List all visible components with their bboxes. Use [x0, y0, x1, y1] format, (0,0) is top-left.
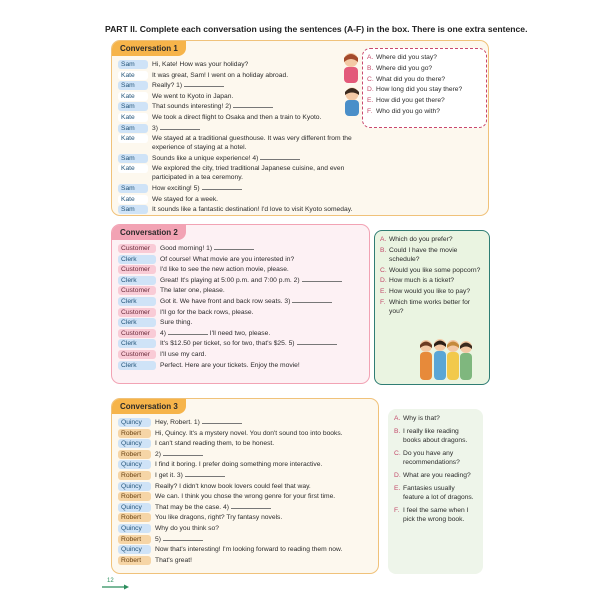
speaker-label: Kate [118, 113, 148, 122]
page-number: 12 [107, 578, 114, 584]
option-item [394, 427, 477, 445]
dialogue-text: Got it. We have front and back row seats. 3) [160, 297, 363, 306]
conversation-2-title: Conversation 2 [112, 225, 186, 240]
speaker-label: Robert [118, 492, 151, 501]
dialogue-text: Hi, Quincy. It's a mystery novel. You don't sound too into books. [155, 429, 343, 437]
arrow-icon [100, 584, 130, 590]
dialogue-line [118, 164, 368, 182]
speaker-label: Robert [118, 556, 151, 565]
conversation-3-title: Conversation 3 [112, 399, 186, 414]
dialogue-line [118, 318, 363, 327]
dialogue-line [118, 439, 372, 448]
dialogue-line [118, 92, 368, 101]
group-illustration [414, 336, 476, 382]
option-item [394, 449, 477, 467]
dialogue-line [118, 154, 368, 163]
speaker-label: Quincy [118, 482, 151, 491]
dialogue-text: That's great! [155, 556, 192, 564]
option-letter: B. [367, 64, 374, 72]
speaker-label: Clerk [118, 297, 156, 306]
speaker-label: Kate [118, 134, 148, 143]
dialogue-line [118, 513, 372, 522]
dialogue-text: Now that's interesting! I'm looking forward to reading them now. [155, 546, 343, 554]
option-text: How much is a ticket? [389, 277, 455, 285]
speaker-label: Customer [118, 350, 156, 359]
speaker-label: Sam [118, 124, 148, 133]
answer-blank[interactable] [163, 535, 203, 541]
dialogue-text: You like dragons, right? Try fantasy novels. [155, 514, 283, 522]
dialogue-text: I'll go for the back rows, please. [160, 308, 254, 316]
dialogue-line [118, 286, 363, 295]
conversation-1-title: Conversation 1 [112, 41, 186, 56]
speaker-label: Quincy [118, 524, 151, 533]
speaker-label: Customer [118, 265, 156, 274]
dialogue-line [118, 205, 368, 214]
dialogue-line [118, 418, 372, 427]
dialogue-text: We took a direct flight to Osaka and then a train to Kyoto. [152, 113, 322, 121]
speaker-label: Robert [118, 429, 151, 438]
option-letter: C. [380, 266, 387, 274]
speaker-label: Customer [118, 329, 156, 338]
option-item [394, 414, 477, 423]
option-text: I really like reading books about dragons. [403, 428, 468, 444]
speaker-label: Clerk [118, 339, 156, 348]
dialogue-text: Really? I didn't know book lovers could feel that way. [155, 482, 311, 490]
option-text: Would you like some popcorn? [389, 266, 481, 274]
dialogue-line [118, 429, 372, 438]
option-text: How long did you stay there? [376, 86, 463, 94]
dialogue-text: I'd like to see the new action movie, please. [160, 266, 289, 274]
dialogue-line [118, 492, 372, 501]
answer-blank[interactable] [260, 154, 300, 160]
answer-blank[interactable] [302, 276, 342, 282]
speaker-label: Kate [118, 164, 148, 173]
dialogue-text: It sounds like a fantastic destination! I'd love to visit Kyoto someday. [152, 206, 353, 214]
answer-blank[interactable] [185, 471, 225, 477]
speaker-label: Robert [118, 450, 151, 459]
answer-blank[interactable] [292, 297, 332, 303]
option-letter: F. [367, 107, 373, 115]
dialogue-line [118, 535, 372, 544]
speaker-label: Sam [118, 205, 148, 214]
speaker-label: Clerk [118, 361, 156, 370]
dialogue-text: Why do you think so? [155, 524, 219, 532]
dialogue-line [118, 71, 368, 80]
answer-blank[interactable] [231, 503, 271, 509]
option-letter: A. [367, 54, 374, 61]
speaker-label: Robert [118, 471, 151, 480]
answer-blank[interactable] [214, 244, 254, 250]
dialogue-line [118, 255, 363, 264]
answer-blank[interactable] [163, 450, 203, 456]
dialogue-line [118, 545, 372, 554]
dialogue-line [118, 195, 368, 204]
speaker-label: Customer [118, 308, 156, 317]
dialogue-text: That sounds interesting! 2) [152, 102, 368, 111]
option-item [394, 506, 477, 524]
dialogue-line [118, 184, 368, 193]
option-item [380, 235, 484, 244]
dialogue-line [118, 124, 368, 133]
speaker-label: Sam [118, 184, 148, 193]
option-letter: E. [394, 485, 401, 492]
dialogue-text: I'll use my card. [160, 350, 207, 358]
dialogue-text: That may be the case. 4) [155, 503, 372, 512]
dialogue-text: 2) [155, 450, 372, 459]
dialogue-line [118, 556, 372, 565]
option-item [367, 107, 482, 116]
option-letter: C. [394, 450, 401, 457]
option-text: Which do you prefer? [389, 236, 453, 243]
conversation-1-lines [118, 60, 368, 216]
dialogue-line [118, 339, 363, 348]
answer-blank[interactable] [297, 339, 337, 345]
dialogue-line [118, 471, 372, 480]
dialogue-text: How exciting! 5) [152, 184, 368, 193]
dialogue-line [118, 361, 363, 370]
speaker-label: Quincy [118, 503, 151, 512]
answer-blank[interactable] [233, 102, 273, 108]
dialogue-line [118, 102, 368, 111]
dialogue-text: Great! It's playing at 5:00 p.m. and 7:00 p.m. 2) [160, 276, 363, 285]
option-text: I feel the same when I pick the wrong book. [403, 507, 469, 523]
option-letter: B. [394, 428, 401, 435]
speaker-label: Sam [118, 81, 148, 90]
conversation-2-panel [111, 224, 370, 384]
dialogue-line [118, 524, 372, 533]
dialogue-text: It's $12.50 per ticket, so for two, that's $25. 5) [160, 339, 363, 348]
answer-blank[interactable] [202, 184, 242, 190]
option-item [367, 53, 482, 62]
option-text: Where did you go? [376, 64, 433, 72]
option-letter: C. [367, 75, 374, 83]
dialogue-line [118, 297, 363, 306]
option-letter: F. [380, 298, 386, 306]
dialogue-text: We can. I think you chose the wrong genre for your first time. [155, 493, 336, 501]
option-text: What are you reading? [403, 472, 471, 479]
option-text: Could I have the movie schedule? [389, 246, 458, 263]
speaker-label: Customer [118, 286, 156, 295]
speaker-label: Kate [118, 195, 148, 204]
dialogue-line [118, 60, 368, 69]
option-item [367, 96, 482, 105]
dialogue-text: I can't stand reading them, to be honest. [155, 440, 275, 448]
dialogue-text: I get it. 3) [155, 471, 372, 480]
conversation-3-lines [118, 418, 372, 566]
dialogue-line [118, 450, 372, 459]
option-letter: A. [380, 236, 387, 243]
speaker-label: Quincy [118, 418, 151, 427]
option-item [380, 287, 484, 296]
option-text: How would you like to pay? [389, 288, 471, 296]
dialogue-text: Of course! What movie are you interested in? [160, 255, 295, 263]
option-text: Why is that? [403, 415, 440, 422]
speaker-label: Clerk [118, 318, 156, 327]
dialogue-text: The later one, please. [160, 287, 225, 295]
speaker-label: Quincy [118, 439, 151, 448]
option-letter: D. [380, 277, 387, 285]
speaker-label: Kate [118, 71, 148, 80]
option-item [367, 75, 482, 84]
speaker-label: Sam [118, 60, 148, 69]
answer-blank[interactable] [160, 124, 200, 130]
conversation-3-panel [111, 398, 379, 574]
dialogue-line [118, 244, 363, 253]
dialogue-text: Perfect. Here are your tickets. Enjoy the movie! [160, 361, 300, 369]
speaker-label: Customer [118, 244, 156, 253]
speaker-label: Kate [118, 92, 148, 101]
dialogue-text: It was great, Sam! I went on a holiday abroad. [152, 71, 289, 79]
dialogue-text: Hey, Robert. 1) [155, 418, 372, 427]
option-item [380, 266, 484, 275]
speaker-label: Robert [118, 535, 151, 544]
dialogue-text: Sounds like a unique experience! 4) [152, 154, 368, 163]
option-item [380, 276, 484, 285]
dialogue-text: I find it boring. I prefer doing something more interactive. [155, 461, 323, 469]
option-text: Where did you stay? [376, 54, 437, 61]
dialogue-text: We went to Kyoto in Japan. [152, 92, 234, 100]
conversation-1-options [362, 48, 487, 128]
option-item [380, 298, 484, 316]
dialogue-line [118, 329, 363, 338]
dialogue-text: We stayed at a traditional guesthouse. It was very different from the experience of staying at a hotel. [152, 135, 352, 152]
option-text: How did you get there? [376, 97, 445, 105]
option-text: Fantasies usually feature a lot of dragons. [403, 485, 474, 501]
dialogue-line [118, 81, 368, 90]
option-item [367, 64, 482, 73]
dialogue-line [118, 276, 363, 285]
dialogue-line [118, 308, 363, 317]
speaker-label: Robert [118, 513, 151, 522]
answer-blank[interactable] [168, 329, 208, 335]
speaker-label: Clerk [118, 276, 156, 285]
option-item [367, 85, 482, 94]
option-text: Which time works better for you? [389, 298, 471, 315]
dialogue-line [118, 350, 363, 359]
dialogue-text: We stayed for a week. [152, 195, 219, 203]
option-letter: D. [394, 472, 401, 479]
option-letter: B. [380, 246, 387, 254]
dialogue-line [118, 503, 372, 512]
option-text: Do you have any recommendations? [403, 450, 460, 466]
dialogue-text: Sure thing. [160, 319, 193, 327]
dialogue-text: We explored the city, tried traditional Japanese cuisine, and even participated in a tea ceremony. [152, 165, 345, 182]
dialogue-text: Hi, Kate! How was your holiday? [152, 61, 249, 68]
dialogue-text: 3) [152, 124, 368, 133]
conversation-3-options [388, 409, 483, 574]
option-item [380, 246, 484, 264]
dialogue-line [118, 460, 372, 469]
dialogue-text: Good morning! 1) [160, 244, 363, 253]
dialogue-line [118, 134, 368, 152]
speaker-label: Sam [118, 154, 148, 163]
option-text: Who did you go with? [376, 107, 440, 115]
speaker-label: Quincy [118, 545, 151, 554]
page-heading: PART II. Complete each conversation using the sentences (A-F) in the box. There is one extra sentence. [105, 24, 528, 34]
speaker-label: Sam [118, 102, 148, 111]
speaker-label: Quincy [118, 460, 151, 469]
dialogue-line [118, 482, 372, 491]
dialogue-text: 5) [155, 535, 372, 544]
answer-blank[interactable] [202, 418, 242, 424]
option-text: What did you do there? [376, 75, 446, 83]
dialogue-text: Really? 1) [152, 81, 368, 90]
dialogue-line [118, 265, 363, 274]
option-letter: A. [394, 415, 401, 422]
dialogue-text: 4) I'll need two, please. [160, 329, 271, 337]
option-letter: F. [394, 507, 400, 514]
option-letter: D. [367, 86, 374, 94]
option-item [394, 471, 477, 480]
option-letter: E. [380, 288, 387, 296]
answer-blank[interactable] [184, 81, 224, 87]
speaker-label: Clerk [118, 255, 156, 264]
option-item [394, 484, 477, 502]
option-letter: E. [367, 97, 374, 105]
conversation-2-lines [118, 244, 363, 371]
dialogue-line [118, 113, 368, 122]
